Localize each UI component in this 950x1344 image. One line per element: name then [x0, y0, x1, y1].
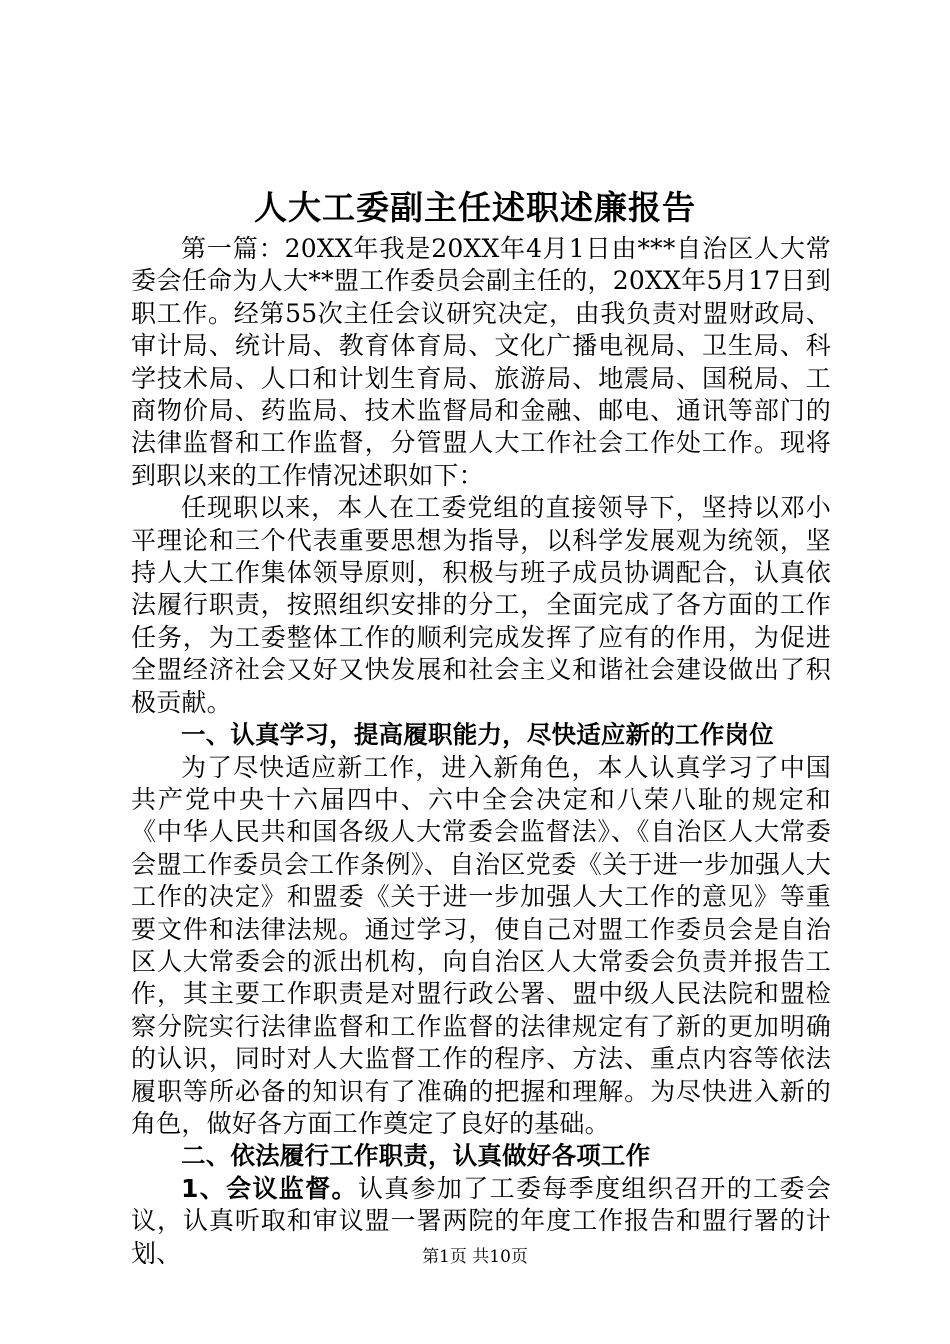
section-heading-2: 二、依法履行工作职责，认真做好各项工作 — [181, 1141, 651, 1171]
document-body — [131, 233, 831, 1270]
document-title: 人大工委副主任述职述廉报告 — [254, 188, 696, 227]
page-footer: 第1页 共10页 — [422, 1247, 528, 1267]
item-lead: 1、会议监督。 — [181, 1173, 358, 1203]
paragraph-3: 为了尽快适应新工作，进入新角色，本人认真学习了中国共产党中央十六届四中、六中全会决定和八荣八耻的规定和《中华人民共和国各级人大常委会监督法》、《自治区人大常委会盟工作委员会工作条例》、自治区党委《关于进一步加强人大工作的决定》和盟委《关于进一步加强人大工作的意见》等重要文件和法律法规。通过学习，使自己对盟工作委员会是自治区人大常委会的派出机构，向自治区人大常委会负责并报告工作，其主要工作职责是对盟行政公署、盟中级人民法院和盟检察分院实行法律监督和工作监督的法律规定有了新的更加明确的认识，同时对人大监督工作的程序、方法、重点内容等依法履职等所必备的知识有了准确的把握和理解。为尽快进入新的角色，做好各方面工作奠定了良好的基础。 — [131, 752, 831, 1138]
paragraph-1: 第一篇：20XX年我是20XX年4月1日由***自治区人大常委会任命为人大**盟工作委员会副主任的，20XX年5月17日到职工作。经第55次主任会议研究决定，由我负责对盟财政局、审计局、统计局、教育体育局、文化广播电视局、卫生局、科学技术局、人口和计划生育局、旅游局、地震局、国税局、工商物价局、药监局、技术监督局和金融、邮电、通讯等部门的法律监督和工作监督，分管盟人大工作社会工作处工作。现将到职以来的工作情况述职如下： — [131, 234, 831, 490]
item-text: 认真参加了工委每季度组织召开的工委会议，认真听取和审议盟一署两院的年度工作报告和盟行署的计划、 — [131, 1173, 831, 1268]
paragraph-2: 任现职以来，本人在工委党组的直接领导下，坚持以邓小平理论和三个代表重要思想为指导，以科学发展观为统领，坚持人大工作集体领导原则，积极与班子成员协调配合，认真依法履行职责，按照组织安排的分工，全面完成了各方面的工作任务，为工委整体工作的顺利完成发挥了应有的作用，为促进全盟经济社会又好又快发展和社会主义和谐社会建设做出了积极贡献。 — [131, 493, 831, 717]
section-heading-1: 一、认真学习，提高履职能力，尽快适应新的工作岗位 — [181, 720, 774, 750]
